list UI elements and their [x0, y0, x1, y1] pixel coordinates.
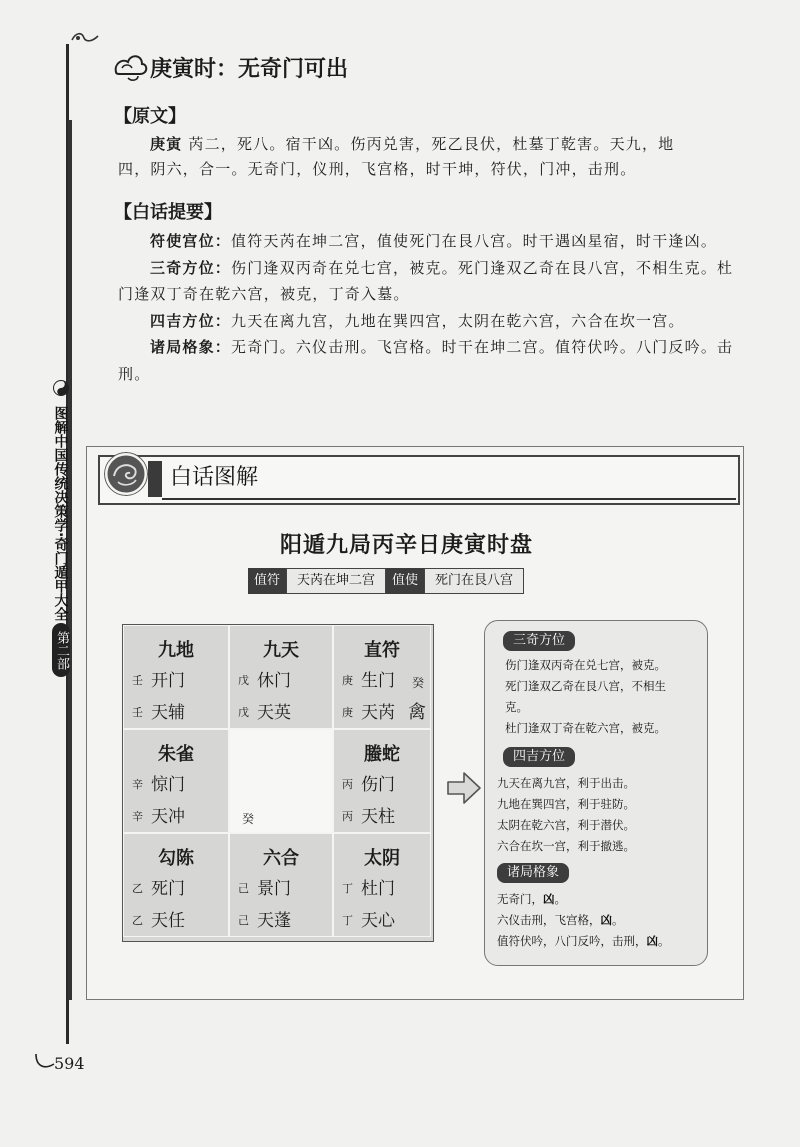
- geju-text-2: 刑。: [118, 364, 151, 383]
- panel-sanqi-head: 三奇方位: [503, 631, 575, 651]
- palace-stem: 丁: [342, 882, 353, 895]
- palace-door: 休门: [257, 671, 291, 691]
- chart-title: 阳遁九局丙辛日庚寅时盘: [280, 533, 534, 558]
- palace-door: 伤门: [361, 775, 395, 795]
- side-series-text: 图解中国传统决策学·奇门遁甲大全: [52, 406, 69, 622]
- panel-geju-list: [497, 889, 670, 952]
- palace-god: 朱雀: [158, 744, 194, 765]
- panel-line: 九天在离九宫，利于出击。: [497, 776, 635, 790]
- palace-door: 惊门: [151, 775, 185, 795]
- palace-stem: 丁: [342, 914, 353, 927]
- baihua-body: [118, 228, 758, 387]
- palace-stem: 乙: [132, 882, 143, 895]
- palace-god: 九地: [158, 640, 194, 661]
- yuanwen-heading: 【原文】: [114, 106, 186, 127]
- palace-stem: 己: [238, 882, 249, 895]
- verdict-bad: 凶: [600, 913, 612, 927]
- page-title: 庚寅时：无奇门可出: [150, 57, 349, 82]
- header-underline: [162, 498, 736, 500]
- panel-line: 死门逢双乙奇在艮八宫，不相生: [505, 679, 666, 693]
- yuanwen-lead: 庚寅: [150, 135, 183, 153]
- verdict-bad: 凶: [543, 892, 555, 906]
- siji-label: 四吉方位：: [150, 311, 232, 330]
- zhishi-label: 值使: [386, 568, 424, 594]
- palace-grid: [122, 624, 434, 942]
- page-number: 594: [54, 1054, 85, 1073]
- yuanwen-text-2: 四，阴六，合一。无奇门，仪刑，飞宫格，时干坤，符伏，门冲，击刑。: [118, 160, 637, 178]
- illustration-header-label: 白话图解: [170, 465, 259, 490]
- yuanwen-body: [118, 132, 758, 182]
- palace-door: 开门: [151, 671, 185, 691]
- side-series-title: [52, 380, 70, 677]
- palace-cell: [333, 833, 431, 937]
- summary-panel: [484, 620, 708, 966]
- palace-star: 天英: [257, 703, 291, 723]
- page-swirl-icon: [34, 1048, 56, 1074]
- palace-star: 天心: [361, 911, 395, 931]
- palace-stem: 戊: [238, 674, 249, 687]
- palace-god: 太阴: [364, 848, 400, 869]
- baihua-heading: 【白话提要】: [114, 202, 222, 223]
- palace-center: [229, 729, 333, 833]
- center-stem: 癸: [242, 812, 255, 826]
- verdict-bad: 凶: [646, 934, 658, 948]
- panel-line: 杜门逢双丁奇在乾六宫，被克。: [505, 721, 666, 735]
- palace-stem: 庚: [342, 674, 353, 687]
- palace-cell: [333, 625, 431, 729]
- sanqi-label: 三奇方位：: [150, 258, 232, 277]
- palace-stem: 壬: [132, 674, 143, 687]
- palace-stem: 庚: [342, 706, 353, 719]
- palace-star: 天辅: [151, 703, 185, 723]
- zhifu-label: 值符: [248, 568, 286, 594]
- panel-line: 六合在坎一宫，利于撤逃。: [497, 839, 635, 853]
- palace-god: 螣蛇: [364, 744, 400, 765]
- panel-line: 九地在巽四宫，利于驻防。: [497, 797, 635, 811]
- palace-cell: [229, 833, 333, 937]
- palace-door: 死门: [151, 879, 185, 899]
- palace-door: 景门: [257, 879, 291, 899]
- corner-ornament-icon: [70, 30, 100, 44]
- palace-god: 九天: [263, 640, 299, 661]
- palace-cell: [123, 729, 229, 833]
- palace-star: 天任: [151, 911, 185, 931]
- palace-extra-star: 禽: [408, 702, 426, 723]
- panel-sanqi-list: [505, 655, 666, 739]
- panel-siji-list: [497, 773, 635, 857]
- palace-door: 杜门: [361, 879, 395, 899]
- palace-stem: 丙: [342, 778, 353, 791]
- palace-star: 天蓬: [257, 911, 291, 931]
- panel-siji-head: 四吉方位: [503, 747, 575, 767]
- zhifu-value: 天芮在坤二宫: [286, 568, 386, 594]
- palace-star: 天芮: [361, 703, 395, 723]
- palace-extra-stem: 癸: [411, 676, 424, 690]
- sanqi-text-1: 伤门逢双丙奇在兑七宫，被克。死门逢双乙奇在艮八宫，不相生克。杜: [231, 258, 734, 277]
- siji-text: 九天在离九宫，九地在巽四宫，太阴在乾六宫，六合在坎一宫。: [231, 311, 685, 330]
- palace-stem: 辛: [132, 778, 143, 791]
- header-accent: [148, 461, 162, 497]
- geju-text-1: 无奇门。六仪击刑。飞宫格。时干在坤二宫。值符伏吟。八门反吟。击: [231, 338, 734, 356]
- fushi-text: 值符天芮在坤二宫，值使死门在艮八宫。时干遇凶星宿，时干逢凶。: [231, 232, 718, 250]
- palace-cell: [123, 625, 229, 729]
- panel-line: 太阴在乾六宫，利于潜伏。: [497, 818, 635, 832]
- panel-line: 值符伏吟，八门反吟，击刑，凶。: [497, 934, 670, 948]
- palace-god: 勾陈: [158, 848, 194, 869]
- zhishi-value: 死门在艮八宫: [424, 568, 524, 594]
- panel-line: 克。: [505, 700, 528, 714]
- palace-cell: [229, 625, 333, 729]
- palace-stem: 己: [238, 914, 249, 927]
- panel-line: 六仪击刑，飞宫格，凶。: [497, 913, 624, 927]
- yin-yang-icon: [53, 380, 69, 396]
- fushi-label: 符使宫位：: [150, 232, 232, 250]
- arrow-right-icon: [446, 770, 482, 806]
- palace-door: 生门: [361, 671, 395, 691]
- palace-stem: 乙: [132, 914, 143, 927]
- side-part-badge: 第二部: [52, 623, 70, 677]
- palace-star: 天冲: [151, 807, 185, 827]
- panel-line: 伤门逢双丙奇在兑七宫，被克。: [505, 658, 666, 672]
- zhifu-zhishi-tags: [248, 568, 524, 594]
- palace-stem: 辛: [132, 810, 143, 823]
- palace-god: 直符: [364, 640, 400, 661]
- palace-cell: [123, 833, 229, 937]
- dragon-emblem-icon: [104, 452, 148, 496]
- palace-stem: 壬: [132, 706, 143, 719]
- panel-line: 无奇门，凶。: [497, 892, 566, 906]
- palace-stem: 丙: [342, 810, 353, 823]
- palace-star: 天柱: [361, 807, 395, 827]
- geju-label: 诸局格象：: [150, 338, 232, 356]
- cloud-ornament-icon: [112, 50, 148, 84]
- palace-god: 六合: [263, 848, 299, 869]
- sanqi-text-2: 门逢双丁奇在乾六宫，被克，丁奇入墓。: [118, 285, 410, 303]
- yuanwen-text-1: 芮二，死八。宿干凶。伤丙兑害，死乙艮伏，杜墓丁乾害。天九，地: [188, 135, 675, 153]
- palace-stem: 戊: [238, 706, 249, 719]
- panel-geju-head: 诸局格象: [497, 863, 569, 883]
- palace-cell: [333, 729, 431, 833]
